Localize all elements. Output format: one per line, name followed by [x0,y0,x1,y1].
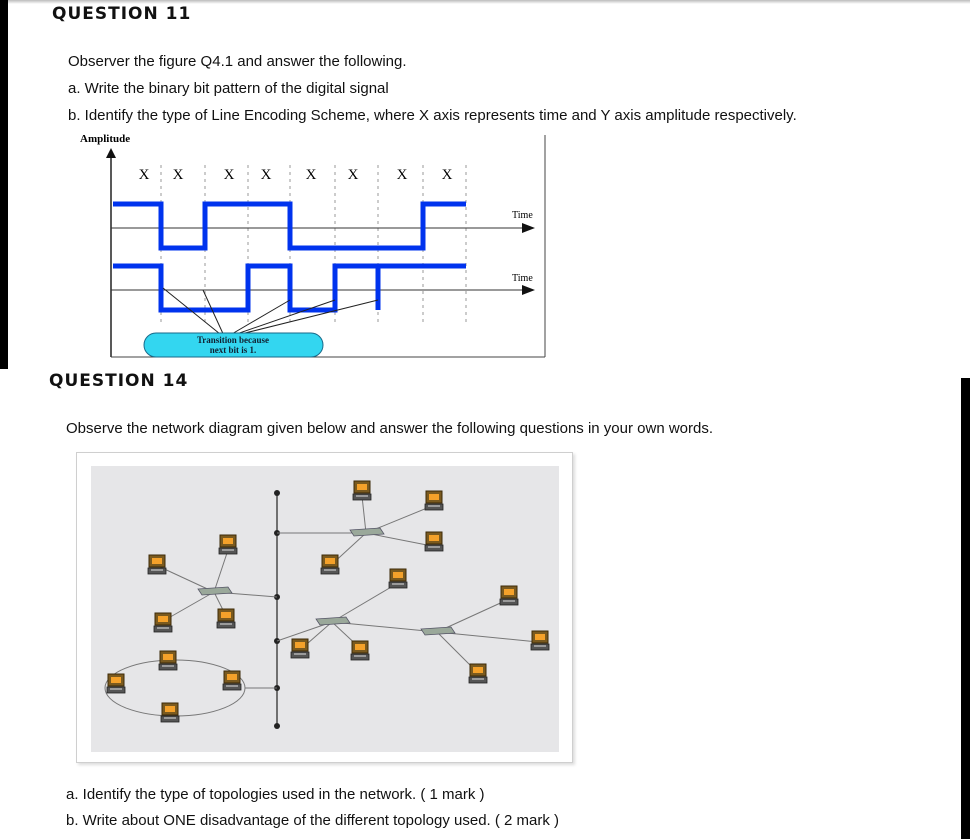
computer-icon [351,641,369,660]
computer-icon [531,631,549,650]
computer-icon [154,613,172,632]
callout-line-2: next bit is 1. [209,345,257,355]
bit-mark: X [441,167,453,183]
computer-icon [389,569,407,588]
bit-mark: X [347,167,359,183]
computer-icon [159,651,177,670]
amplitude-label: Amplitude [80,133,131,145]
bit-mark: X [172,167,184,183]
bit-mark: X [223,167,235,183]
q11-item-b: b. Identify the type of Line Encoding Scheme, where X axis represents time and Y axis amplitude respectively. [68,107,797,124]
hub-icon [350,528,384,536]
q11-item-a: a. Write the binary bit pattern of the digital signal [68,80,389,97]
hub-icon [316,617,350,625]
computer-icon [291,639,309,658]
computer-icons [107,481,549,722]
hub-icons [198,528,455,635]
q14-item-b: b. Write about ONE disadvantage of the different topology used. ( 2 mark ) [66,812,560,829]
computer-icon [425,491,443,510]
hub-icon [421,627,455,635]
q14-intro: Observe the network diagram given below and answer the following questions in your own words. [66,420,714,437]
question-11-heading: QUESTION 11 [52,4,192,24]
q14-item-a: a. Identify the type of topologies used in the network. ( 1 mark ) [66,786,485,803]
computer-icon [217,609,235,628]
computer-icon [161,703,179,722]
time-label-1: Time [512,210,533,221]
hub-icon [198,587,232,595]
computer-icon [148,555,166,574]
q11-intro: Observer the figure Q4.1 and answer the following. [68,53,407,70]
computer-icon [469,664,487,683]
computer-icon [321,555,339,574]
computer-icon [219,535,237,554]
computer-icon [500,586,518,605]
bit-mark: X [138,167,150,183]
bit-mark: X [396,167,408,183]
computer-icon [223,671,241,690]
time-label-2: Time [512,273,533,284]
bit-mark: X [305,167,317,183]
computer-icon [107,674,125,693]
computer-icon [353,481,371,500]
callout-line-1: Transition because [196,335,270,345]
bit-mark: X [260,167,272,183]
computer-icon [425,532,443,551]
question-14-heading: QUESTION 14 [49,371,189,391]
